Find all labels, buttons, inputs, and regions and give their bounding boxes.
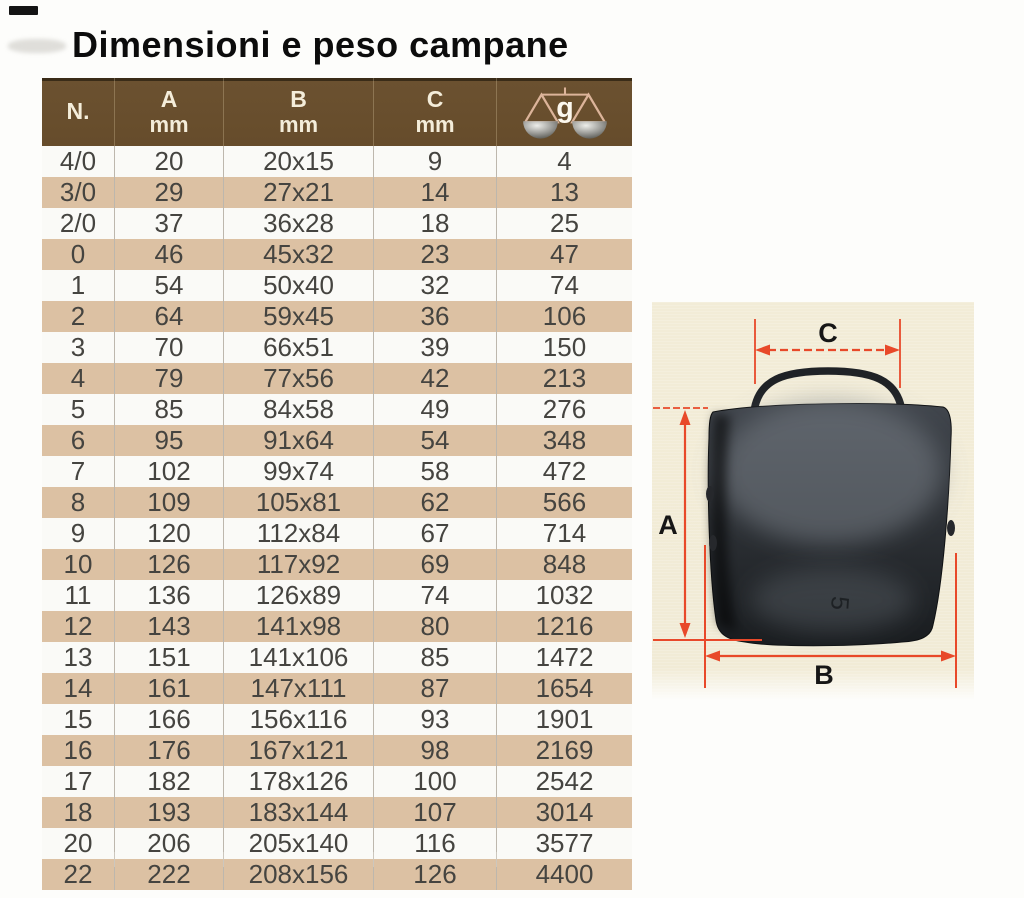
table-row [42, 270, 632, 301]
table-cell: 20 [115, 146, 224, 177]
table-cell: 11 [42, 580, 115, 611]
table-cell: 2/0 [42, 208, 115, 239]
weight-unit-label: g [555, 92, 574, 125]
table-row [42, 487, 632, 518]
table-cell: 126x89 [224, 580, 374, 611]
table-cell: 161 [115, 673, 224, 704]
table-row [42, 208, 632, 239]
table-cell: 100 [374, 766, 497, 797]
table-cell: 22 [42, 859, 115, 890]
table-row [42, 332, 632, 363]
table-cell: 39 [374, 332, 497, 363]
table-cell: 10 [42, 549, 115, 580]
table-body [42, 146, 632, 889]
column-header-b [224, 78, 374, 146]
table-cell: 141x106 [224, 642, 374, 673]
table-cell: 20x15 [224, 146, 374, 177]
table-cell: 20 [42, 828, 115, 859]
table-row [42, 673, 632, 704]
table-row [42, 797, 632, 828]
table-cell: 14 [42, 673, 115, 704]
table-row [42, 735, 632, 766]
dimensions-table [42, 78, 632, 889]
column-header-unit: mm [149, 111, 189, 137]
table-cell: 120 [115, 518, 224, 549]
table-cell: 18 [374, 208, 497, 239]
table-cell: 151 [115, 642, 224, 673]
table-row [42, 580, 632, 611]
table-row [42, 704, 632, 735]
table-cell: 80 [374, 611, 497, 642]
bell-side-tab [709, 535, 717, 551]
table-cell: 29 [115, 177, 224, 208]
table-cell: 87 [374, 673, 497, 704]
table-cell: 116 [374, 828, 497, 859]
scan-artifact-dash [9, 6, 38, 15]
table-cell: 85 [374, 642, 497, 673]
table-row [42, 177, 632, 208]
table-cell: 1032 [535, 580, 594, 610]
table-row [42, 642, 632, 673]
table-cell: 183x144 [224, 797, 374, 828]
divider-stub [42, 852, 115, 867]
table-row [42, 766, 632, 797]
table-cell: 62 [374, 487, 497, 518]
table-cell: 8 [42, 487, 115, 518]
table-cell: 206 [115, 828, 224, 859]
bell-diagram [652, 302, 974, 700]
table-cell: 2542 [535, 766, 594, 796]
table-cell: 95 [115, 425, 224, 456]
table-cell: 3014 [535, 797, 594, 827]
column-header-unit: mm [278, 111, 319, 137]
scale-icon [518, 85, 612, 139]
table-cell: 147x111 [224, 673, 374, 704]
table-cell: 136 [115, 580, 224, 611]
table-cell: 2 [42, 301, 115, 332]
column-header-c [374, 78, 497, 146]
table-cell: 126 [115, 549, 224, 580]
table-cell: 9 [374, 146, 497, 177]
table-row [42, 549, 632, 580]
table-cell: 54 [374, 425, 497, 456]
table-cell: 150 [542, 332, 587, 362]
table-cell: 143 [115, 611, 224, 642]
divider-stub [497, 852, 632, 867]
table-cell: 77x56 [224, 363, 374, 394]
table-row [42, 611, 632, 642]
column-header-unit: mm [415, 111, 455, 137]
column-header-label: C [426, 86, 444, 113]
table-row [42, 425, 632, 456]
table-cell: 13 [42, 642, 115, 673]
column-header-a [115, 78, 224, 146]
table-cell: 5 [42, 394, 115, 425]
table-cell: 37 [115, 208, 224, 239]
table-cell: 15 [42, 704, 115, 735]
bell-side-tab [947, 520, 955, 536]
table-cell: 98 [374, 735, 497, 766]
table-cell: 50x40 [224, 270, 374, 301]
table-row [42, 518, 632, 549]
table-cell: 27x21 [224, 177, 374, 208]
column-header-weight [497, 78, 632, 146]
table-cell: 64 [115, 301, 224, 332]
column-header-label: B [290, 86, 307, 113]
table-cell: 178x126 [224, 766, 374, 797]
table-cell: 66x51 [224, 332, 374, 363]
table-cell: 36x28 [224, 208, 374, 239]
table-cell: 0 [42, 239, 115, 270]
table-cell: 67 [374, 518, 497, 549]
table-header-row [42, 78, 632, 146]
table-cell: 3/0 [42, 177, 115, 208]
table-cell: 18 [42, 797, 115, 828]
table-cell: 102 [115, 456, 224, 487]
table-cell: 1472 [535, 642, 594, 672]
table-row [42, 239, 632, 270]
table-cell: 714 [542, 518, 587, 548]
table-cell: 107 [374, 797, 497, 828]
table-cell: 276 [542, 394, 587, 424]
table-cell: 167x121 [224, 735, 374, 766]
column-header-n [42, 78, 115, 146]
column-header-label: N. [66, 98, 90, 125]
table-cell: 472 [542, 456, 587, 486]
table-cell: 156x116 [224, 704, 374, 735]
table-cell: 2169 [535, 735, 594, 765]
table-cell: 126 [374, 859, 497, 890]
table-cell: 112x84 [224, 518, 374, 549]
table-cell: 4 [42, 363, 115, 394]
table-cell: 208x156 [224, 859, 374, 890]
table-cell: 45x32 [224, 239, 374, 270]
table-cell: 69 [374, 549, 497, 580]
table-cell: 3 [42, 332, 115, 363]
table-row [42, 363, 632, 394]
table-cell: 4400 [535, 859, 594, 889]
table-cell: 58 [374, 456, 497, 487]
table-cell: 99x74 [224, 456, 374, 487]
table-row [42, 394, 632, 425]
table-cell: 32 [374, 270, 497, 301]
table-cell: 848 [542, 549, 587, 579]
page-title: Dimensioni e peso campane [72, 24, 569, 65]
table-cell: 105x81 [224, 487, 374, 518]
table-cell: 1654 [535, 673, 594, 703]
table-cell: 47 [550, 239, 579, 269]
table-cell: 46 [115, 239, 224, 270]
table-cell: 1 [42, 270, 115, 301]
bell-body [706, 400, 955, 646]
table-cell: 79 [115, 363, 224, 394]
dimension-label-a: A [658, 510, 678, 540]
table-cell: 193 [115, 797, 224, 828]
table-row [42, 146, 632, 177]
table-cell: 17 [42, 766, 115, 797]
table-cell: 85 [115, 394, 224, 425]
table-cell: 222 [115, 859, 224, 890]
dimension-label-b: B [814, 660, 834, 690]
table-cell: 16 [42, 735, 115, 766]
table-cell: 23 [374, 239, 497, 270]
table-cell: 141x98 [224, 611, 374, 642]
table-cell: 70 [115, 332, 224, 363]
table-cell: 117x92 [224, 549, 374, 580]
table-row [42, 301, 632, 332]
bell-side-tab [706, 486, 714, 502]
table-cell: 84x58 [224, 394, 374, 425]
table-cell: 74 [550, 270, 579, 300]
table-cell: 3577 [535, 828, 594, 858]
table-cell: 12 [42, 611, 115, 642]
table-cell: 6 [42, 425, 115, 456]
column-header-label: A [160, 86, 178, 113]
bell-diagram-panel [652, 302, 974, 700]
table-cell: 93 [374, 704, 497, 735]
table-row [42, 456, 632, 487]
table-cell: 74 [374, 580, 497, 611]
table-cell: 109 [115, 487, 224, 518]
table-cell: 14 [374, 177, 497, 208]
table-cell: 9 [42, 518, 115, 549]
table-cell: 205x140 [224, 828, 374, 859]
table-cell: 7 [42, 456, 115, 487]
table-cell: 13 [550, 177, 579, 207]
table-cell: 54 [115, 270, 224, 301]
table-cell: 1216 [535, 611, 594, 641]
divider-stub [224, 852, 374, 867]
table-cell: 566 [542, 487, 587, 517]
table-cell: 106 [542, 301, 587, 331]
table-cell: 166 [115, 704, 224, 735]
table-cell: 42 [374, 363, 497, 394]
table-cell: 36 [374, 301, 497, 332]
dimension-label-c: C [818, 318, 838, 348]
table-cell: 182 [115, 766, 224, 797]
divider-stub [115, 852, 224, 867]
table-cell: 25 [550, 208, 579, 238]
table-cell: 49 [374, 394, 497, 425]
divider-stubs [42, 852, 632, 867]
table-cell: 59x45 [224, 301, 374, 332]
table-cell: 213 [542, 363, 587, 393]
divider-stub [374, 852, 497, 867]
table-cell: 4 [557, 146, 572, 176]
table-cell: 91x64 [224, 425, 374, 456]
table-cell: 176 [115, 735, 224, 766]
scan-artifact-smudge [8, 39, 66, 53]
table-cell: 1901 [535, 704, 594, 734]
bell-marking: 5 [825, 595, 854, 611]
table-cell: 4/0 [42, 146, 115, 177]
table-cell: 348 [542, 425, 587, 455]
